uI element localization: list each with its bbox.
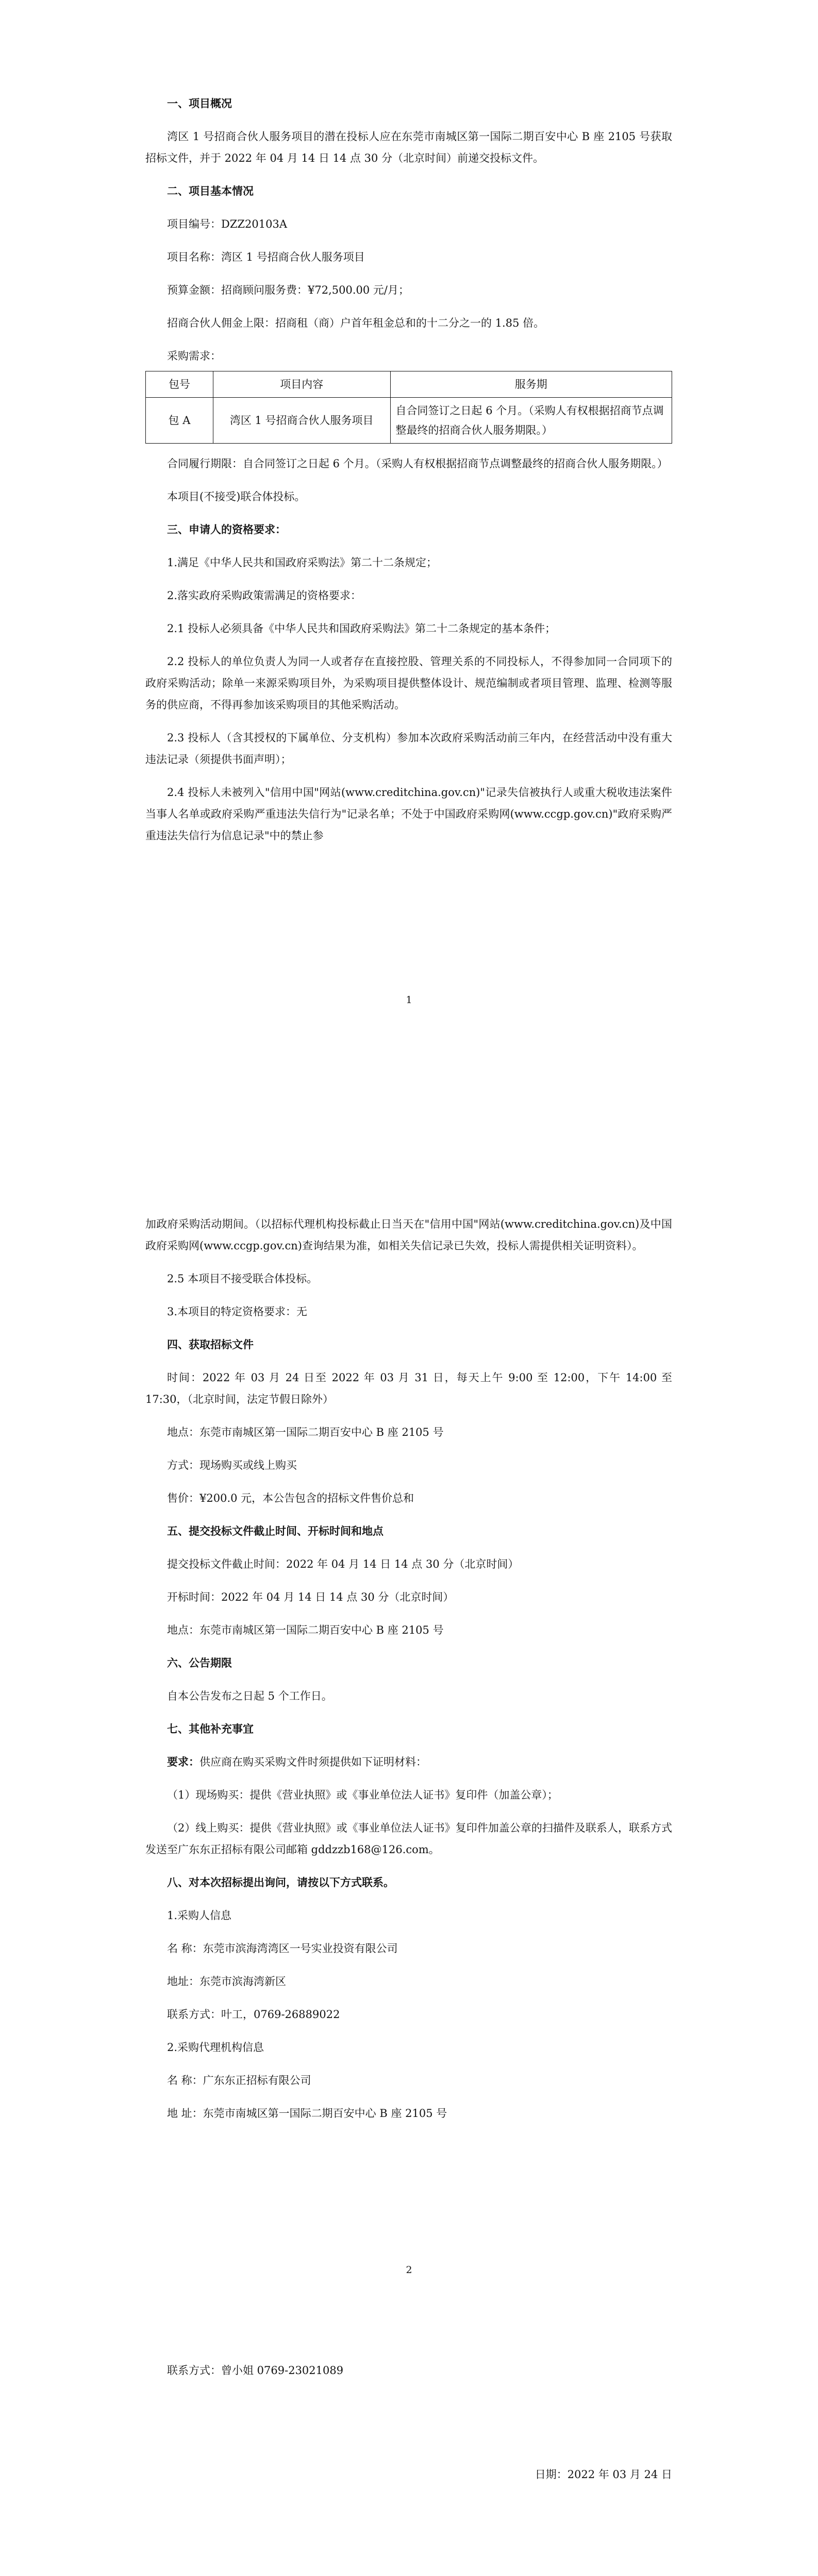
page-number: 1 (406, 994, 412, 1006)
page-1 (0, 0, 818, 1157)
section-basic-info-heading: 二、项目基本情况 (167, 184, 254, 197)
obtain-method: 方式：现场购买或线上购买 (167, 1459, 297, 1471)
buyer-address: 地址：东莞市滨海湾新区 (167, 1975, 286, 1988)
section-project-overview-heading: 一、项目概况 (167, 97, 232, 110)
agent-contact: 联系方式：曾小姐 0769-23021089 (167, 2364, 344, 2377)
table-header-content: 项目内容 (213, 371, 390, 398)
agent-name: 名 称：广东东正招标有限公司 (167, 2074, 311, 2087)
agent-address: 地 址：东莞市南城区第一国际二期百安中心 B 座 2105 号 (167, 2107, 447, 2120)
page-3-content (145, 2360, 672, 2485)
document-price: 售价：¥200.0 元，本公告包含的招标文件售价总和 (167, 1492, 414, 1504)
page-3 (0, 2313, 818, 2576)
budget-amount: 预算金额：招商顾问服务费：¥72,500.00 元/月； (167, 284, 409, 296)
table-cell-package: 包 A (146, 398, 213, 444)
bid-opening-place: 地点：东莞市南城区第一国际二期百安中心 B 座 2105 号 (167, 1624, 444, 1636)
qualification-item-2-2: 2.2 投标人的单位负责人为同一人或者存在直接控股、管理关系的不同投标人，不得参加同一合同项下的政府采购活动；除单一来源采购项目外，为采购项目提供整体设计、规范编制或者项目管理、监理、检测等服务的供应商，不得再参加该采购项目的其他采购活动。 (145, 655, 672, 711)
notice-period-text: 自本公告发布之日起 5 个工作日。 (167, 1690, 332, 1702)
qualification-item-3: 3.本项目的特定资格要求：无 (167, 1306, 308, 1318)
table-header-row (146, 371, 672, 398)
section-qualification-heading: 三、申请人的资格要求： (167, 523, 286, 536)
supplementary-requirement (145, 1751, 672, 1773)
section-contact-heading: 八、对本次招标提出询问，请按以下方式联系。 (167, 1876, 394, 1889)
requirement-label: 要求： (167, 1755, 199, 1768)
page-2-content (145, 1213, 672, 2136)
qualification-item-2-4: 2.4 投标人未被列入"信用中国"网站(www.creditchina.gov.cn)"记录失信被执行人或重大税收违法案件当事人名单或政府采购严重违法失信行为"记录名单；不处于中国政府采购网(www.ccgp.gov.cn)"政府采购严重违法失信行为信息记录"中的禁止参 (145, 786, 672, 842)
project-number: 项目编号：DZZ20103A (167, 218, 287, 230)
project-name: 项目名称：湾区 1 号招商合伙人服务项目 (167, 251, 365, 263)
announcement-date: 日期：2022 年 03 月 24 日 (535, 2468, 672, 2481)
table-header-service-period: 服务期 (390, 371, 672, 398)
section-supplementary-heading: 七、其他补充事宜 (167, 1722, 254, 1735)
buyer-name: 名 称：东莞市滨海湾湾区一号实业投资有限公司 (167, 1942, 398, 1955)
page-number: 2 (406, 2264, 412, 2276)
qualification-item-2: 2.落实政府采购政策需满足的资格要求： (167, 589, 362, 602)
bid-opening-time: 开标时间：2022 年 04 月 14 日 14 点 30 分（北京时间） (167, 1591, 454, 1603)
obtain-place: 地点：东莞市南城区第一国际二期百安中心 B 座 2105 号 (167, 1426, 444, 1438)
onsite-purchase-requirement: （1）现场购买：提供《营业执照》或《事业单位法人证书》复印件（加盖公章）； (167, 1789, 558, 1801)
partner-commission-cap: 招商合伙人佣金上限：招商租（商）户首年租金总和的十二分之一的 1.85 倍。 (167, 317, 545, 329)
contract-performance-period: 合同履行期限：自合同签订之日起 6 个月。（采购人有权根据招商节点调整最终的招商合伙人服务期限。） (167, 457, 668, 470)
project-overview-text: 湾区 1 号招商合伙人服务项目的潜在投标人应在东莞市南城区第一国际二期百安中心 B 座 2105 号获取招标文件，并于 2022 年 04 月 14 日 14 点 30 分（北京时间）前递交投标文件。 (145, 130, 672, 164)
procurement-requirement-label: 采购需求： (167, 350, 221, 362)
obtain-time: 时间：2022 年 03 月 24 日至 2022 年 03 月 31 日，每天上午 9:00 至 12:00，下午 14:00 至 17:30，（北京时间，法定节假日除外） (145, 1371, 672, 1405)
online-purchase-requirement: （2）线上购买：提供《营业执照》或《事业单位法人证书》复印件加盖公章的扫描件及联系人，联系方式发送至广东东正招标有限公司邮箱 gddzzb168@126.com。 (145, 1822, 672, 1856)
page-2 (0, 1157, 818, 2313)
table-row (146, 398, 672, 444)
agent-info-heading: 2.采购代理机构信息 (167, 2041, 264, 2054)
section-deadline-heading: 五、提交投标文件截止时间、开标时间和地点 (167, 1524, 383, 1537)
qualification-item-1: 1.满足《中华人民共和国政府采购法》第二十二条规定； (167, 556, 438, 569)
page-1-content (145, 93, 672, 858)
buyer-info-heading: 1.采购人信息 (167, 1909, 232, 1922)
qualification-item-2-1: 2.1 投标人必须具备《中华人民共和国政府采购法》第二十二条规定的基本条件； (167, 622, 556, 635)
table-cell-content: 湾区 1 号招商合伙人服务项目 (213, 398, 390, 444)
section-obtain-documents-heading: 四、获取招标文件 (167, 1338, 254, 1351)
table-cell-service-period: 自合同签订之日起 6 个月。（采购人有权根据招商节点调整最终的招商合伙人服务期限。） (390, 398, 672, 444)
requirement-text: 供应商在购买采购文件时须提供如下证明材料： (199, 1756, 427, 1768)
buyer-contact: 联系方式：叶工，0769-26889022 (167, 2008, 340, 2021)
joint-bid-note: 本项目(不接受)联合体投标。 (167, 490, 306, 503)
package-table (145, 371, 672, 444)
table-header-package: 包号 (146, 371, 213, 398)
qualification-item-2-5: 2.5 本项目不接受联合体投标。 (167, 1273, 318, 1285)
qualification-item-2-3: 2.3 投标人（含其授权的下属单位、分支机构）参加本次政府采购活动前三年内，在经营活动中没有重大违法记录（须提供书面声明）； (145, 732, 672, 766)
submission-deadline: 提交投标文件截止时间：2022 年 04 月 14 日 14 点 30 分（北京时间） (167, 1558, 519, 1570)
qualification-item-2-4-continued: 加政府采购活动期间。（以招标代理机构投标截止日当天在"信用中国"网站(www.creditchina.gov.cn)及中国政府采购网(www.ccgp.gov.cn)查询结果为准，如相关失信记录已失效，投标人需提供相关证明资料）。 (145, 1218, 672, 1252)
section-notice-period-heading: 六、公告期限 (167, 1656, 232, 1669)
